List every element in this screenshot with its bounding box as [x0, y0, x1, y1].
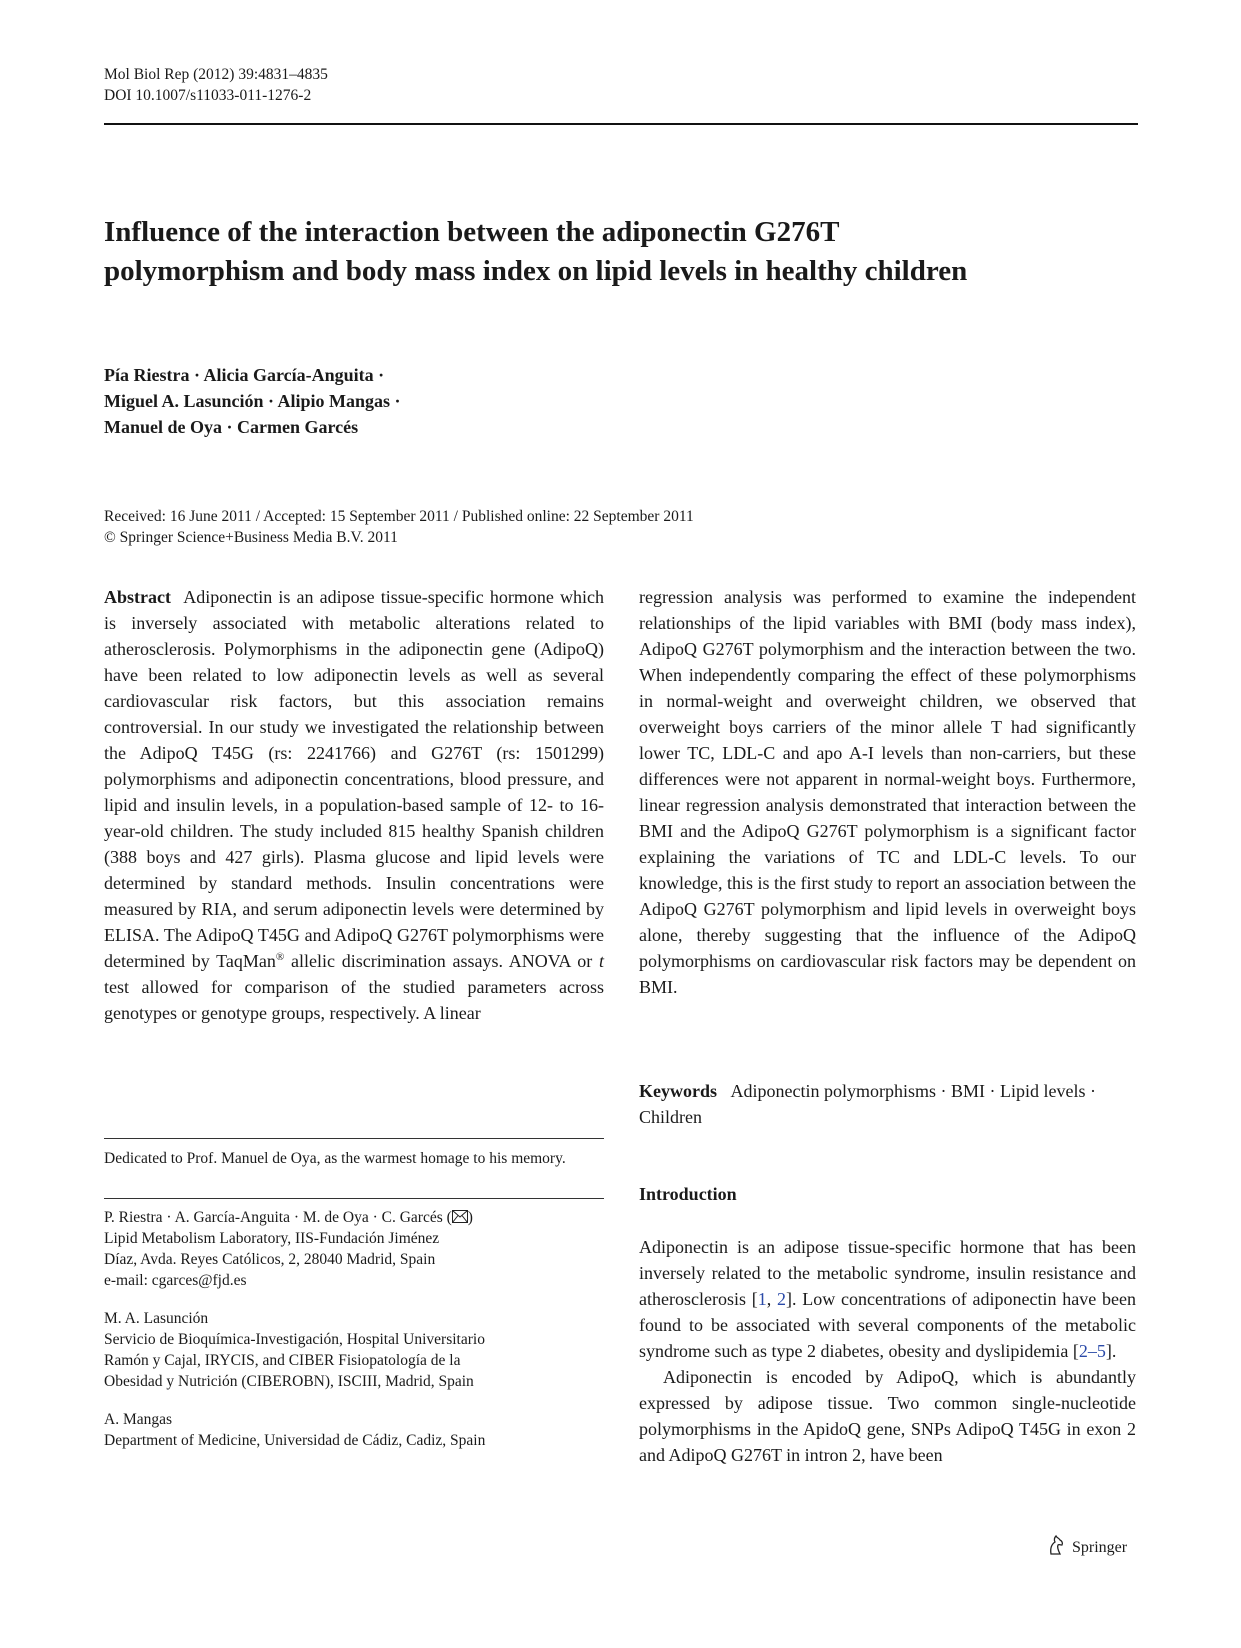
abstract-text: Adiponectin is an adipose tissue-specific hormone which is inversely associated with metabolic alterations related to atherosclerosis. Polymorphisms in the adiponectin gene (AdipoQ) have been related to low adiponectin levels as well as several cardiovascular risk factors, but this association remains controversial. In our study we investigated the relationship between the AdipoQ T45G (rs: 2241766) and G276T (rs: 1501299) polymorphisms and adiponectin concentrations, blood pressure, and lipid and insulin levels, in a population-based sample of 12- to 16-year-old children. The study included 815 healthy Spanish children (388 boys and 427 girls). Plasma glucose and lipid levels were determined by standard methods. Insulin concentrations were measured by RIA, and serum adiponectin levels were determined by ELISA. The AdipoQ T45G and AdipoQ G276T polymorphisms were determined by TaqMan	[104, 587, 604, 971]
publisher-name: Springer	[1072, 1538, 1128, 1556]
affiliation-line: Servicio de Bioquímica-Investigación, Hospital Universitario	[104, 1331, 485, 1348]
author-line: Miguel A. Lasunción · Alipio Mangas ·	[104, 391, 401, 411]
abstract-text: test allowed for comparison of the studied parameters across genotypes or genotype groups, respectively. A linear	[104, 977, 604, 1023]
affiliation-2	[104, 1308, 604, 1392]
abstract-text: allelic discrimination assays. ANOVA or	[284, 951, 599, 971]
footnote-rule	[104, 1138, 604, 1139]
introduction-heading: Introduction	[639, 1184, 737, 1204]
author-list	[104, 362, 401, 440]
citation-link[interactable]: 2–5	[1078, 1341, 1106, 1361]
journal-citation: Mol Biol Rep (2012) 39:4831–4835	[104, 66, 328, 83]
affiliation-line: Lipid Metabolism Laboratory, IIS-Fundación Jiménez	[104, 1230, 440, 1247]
affiliation-line: Department of Medicine, Universidad de Cádiz, Cadiz, Spain	[104, 1432, 486, 1449]
publication-dates	[104, 506, 694, 548]
introduction-body	[639, 1234, 1136, 1468]
affiliation-line: Obesidad y Nutrición (CIBEROBN), ISCIII, Madrid, Spain	[104, 1373, 474, 1390]
abstract-right-column	[639, 584, 1136, 1000]
affiliation-line: Ramón y Cajal, IRYCIS, and CIBER Fisiopatología de la	[104, 1352, 461, 1369]
introduction-paragraph: Adiponectin is encoded by AdipoQ, which is abundantly expressed by adipose tissue. Two common single-nucleotide polymorphisms in the ApidoQ gene, SNPs AdipoQ T45G in exon 2 and AdipoQ G276T in intron 2, have been	[639, 1367, 1136, 1465]
registered-mark: ®	[275, 951, 285, 963]
affiliation-3	[104, 1409, 604, 1451]
affiliation-names: A. Mangas	[104, 1411, 173, 1428]
affiliation-names: P. Riestra · A. García-Anguita · M. de Oya · C. Garcés (	[104, 1209, 452, 1226]
author-line: Pía Riestra · Alicia García-Anguita ·	[104, 365, 385, 385]
keywords	[639, 1078, 1136, 1130]
affiliation-line: Díaz, Avda. Reyes Católicos, 2, 28040 Madrid, Spain	[104, 1251, 436, 1268]
springer-horse-icon	[1046, 1534, 1066, 1561]
abstract-italic-t: t	[598, 951, 604, 971]
keywords-label: Keywords	[639, 1081, 717, 1101]
footnote-rule	[104, 1198, 604, 1199]
abstract-label: Abstract	[104, 587, 171, 607]
doi: DOI 10.1007/s11033-011-1276-2	[104, 87, 312, 104]
received-accepted-line: Received: 16 June 2011 / Accepted: 15 September 2011 / Published online: 22 September 2011	[104, 508, 694, 525]
dedication-note: Dedicated to Prof. Manuel de Oya, as the warmest homage to his memory.	[104, 1150, 566, 1167]
journal-header	[104, 64, 328, 106]
citation-link[interactable]: 2	[777, 1289, 787, 1309]
author-line: Manuel de Oya · Carmen Garcés	[104, 417, 359, 437]
abstract-continued-text: regression analysis was performed to examine the independent relationships of the lipid variables with BMI (body mass index), AdipoQ G276T polymorphism and the interaction between the two. When independently comparing the effect of these polymorphisms in normal-weight and overweight children, we observed that overweight boys carriers of the minor allele T had significantly lower TC, LDL-C and apo A-I levels than non-carriers, but these differences were not apparent in normal-weight boys. Furthermore, linear regression analysis demonstrated that interaction between the BMI and the AdipoQ G276T polymorphism is a significant factor explaining the variations of TC and LDL-C levels. To our knowledge, this is the first study to report an association between the AdipoQ G276T polymorphism and lipid levels in overweight boys alone, thereby suggesting that the influence of the AdipoQ polymorphisms on cardiovascular risk factors may be dependent on BMI.	[639, 587, 1136, 997]
copyright-line: © Springer Science+Business Media B.V. 2011	[104, 529, 398, 546]
abstract-left-column	[104, 584, 604, 1026]
paper-title: Influence of the interaction between the adiponectin G276T polymorphism and body mass index on lipid levels in healthy children	[104, 216, 968, 287]
affiliation-email: e-mail: cgarces@fjd.es	[104, 1272, 247, 1289]
introduction-paragraph: Adiponectin is an adipose tissue-specific hormone that has been inversely related to the metabolic syndrome, insulin resistance and atherosclerosis [1, 2]. Low concentrations of adiponectin have been found to be associated with several components of the metabolic syndrome such as type 2 diabetes, obesity and dyslipidemia [2–5].	[639, 1237, 1137, 1361]
affiliation-1: P. Riestra · A. García-Anguita · M. de Oya · C. Garcés ( ) Lipid Metabolism Laboratory, IIS-Fundación Jiménez Díaz, Avda. Reyes Católicos, 2, 28040 Madrid, Spain e-mail: cgarces@fjd.es	[104, 1207, 604, 1291]
envelope-icon	[452, 1209, 468, 1226]
keywords-text: Adiponectin polymorphisms · BMI · Lipid levels · Children	[639, 1081, 1096, 1127]
citation-link[interactable]: 1	[757, 1289, 767, 1309]
header-rule	[104, 123, 1138, 125]
affiliation-names: M. A. Lasunción	[104, 1310, 209, 1327]
publisher-logo	[1046, 1534, 1127, 1561]
